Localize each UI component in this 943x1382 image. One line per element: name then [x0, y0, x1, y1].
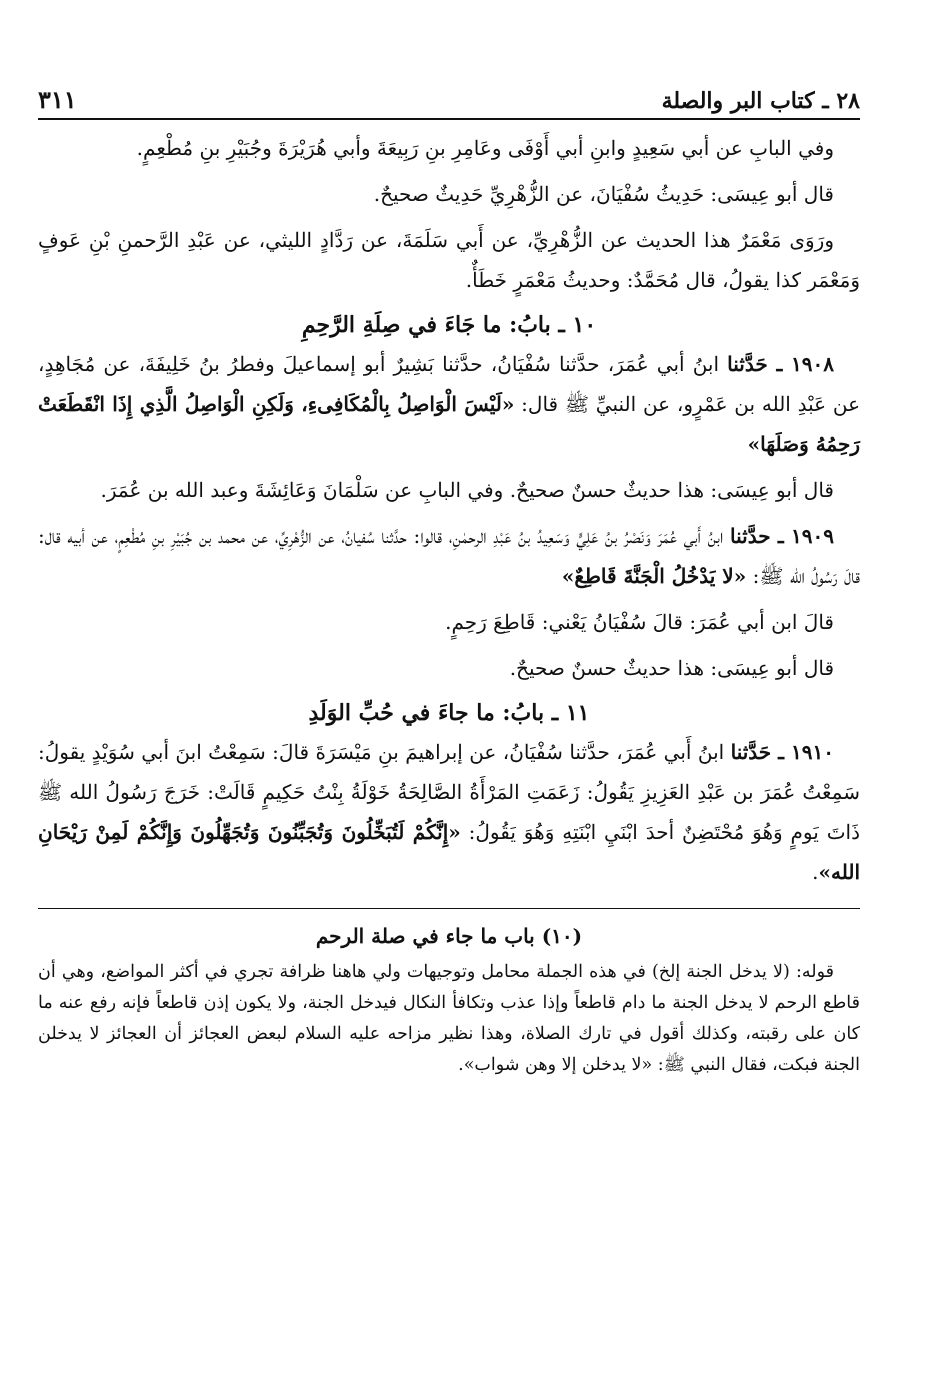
hadith-text: ابنُ أَبي عُمَرَ وَنَصْرُ بنُ عَلِيٍّ وَسَعِيدُ بنُ عَبْدِ الرحمٰنِ، قالوا: حدَّثنا سُفيانُ، عن الزُّهْرِيِّ، عن محمد بن جُبَيْرِ بنِ مُطْعِمٍ، عن أبيه قال: قالَ رَسُولُ الله ﷺ: [38, 524, 860, 588]
footnote-title: (١٠) باب ما جاء في صلة الرحم [315, 924, 583, 948]
paragraph: ورَوَى مَعْمَرٌ هذا الحديث عن الزُّهْرِيِّ، عن أَبي سَلَمَةَ، عن رَدَّادٍ الليثي، عن عَبْدِ الرَّحمنِ بْنِ عَوفٍ وَمَعْمَر كذا يقولُ، قال مُحَمَّدٌ: وحديثُ مَعْمَرٍ خَطَأٌ. [38, 228, 860, 292]
commentary: قالَ ابن أبي عُمَرَ: قالَ سُفْيَانُ يَعْني: قَاطِعَ رَحِمٍ. [445, 610, 834, 634]
footnote-text: قوله: (لا يدخل الجنة إلخ) في هذه الجملة محامل وتوجيهات ولي هاهنا ظرافة تجري في أكثر المواضع، وهي أن قاطع الرحم لا يدخل الجنة ما دام قاطعاً وإذا عذب وتكافأ النكال فيدخل الجنة، ولا يكون إذن قاطعاً فإنه رفع عنه ما كان على رقبته، وكذلك أقول في تارك الصلاة، وهذا نظير مزاحه عليه السلام لبعض العجائز أن العجائز لا يدخلن الجنة فبكت، فقال النبي ﷺ: «لا يدخلن إلا وهن شواب». [38, 962, 860, 1075]
hadith-1910 [38, 732, 860, 892]
page-header [38, 78, 860, 120]
book-page [38, 78, 860, 1081]
commentary: قال أبو عِيسَى: هذا حديثٌ حسنٌ صحيحٌ. [509, 656, 834, 680]
running-title: ٢٨ ـ كتاب البر والصلة [661, 88, 860, 114]
commentary: قال أبو عِيسَى: هذا حديثٌ حسنٌ صحيحٌ. وفي البابِ عن سَلْمَانَ وَعَائِشَةَ وعبد الله بن عُمَرَ. [100, 478, 834, 502]
chapter-heading-11: ١١ ـ بابُ: ما جاءَ في حُبِّ الوَلَدِ [308, 700, 590, 726]
hadith-quote: «إِنَّكُمْ لَتُبَخِّلُونَ وَتُجَبِّنُونَ وَتُجَهِّلُونَ وَإِنَّكُمْ لَمِنْ رَيْحَانِ الله» [38, 820, 860, 884]
hadith-quote: «لا يَدْخُلُ الْجَنَّةَ قَاطِعٌ» [561, 564, 747, 588]
paragraph: وفي البابِ عن أبي سَعِيدٍ وابنِ أبي أَوْفَى وعَامِرِ بنِ رَبِيعَةَ وأبي هُرَيْرَةَ وجُبَيْرِ بنِ مُطْعِمٍ. [136, 136, 834, 160]
hadith-end: . [812, 860, 819, 884]
footnote-divider [38, 908, 860, 909]
footnotes [38, 919, 860, 1081]
hadith-quote: «لَيْسَ الْوَاصِلُ بِالْمُكَافِىءِ، وَلَكِنِ الْوَاصِلُ الَّذِي إِذَا انْقَطَعَتْ رَحِمُهُ وَصَلَهَا» [38, 392, 860, 456]
hadith-number: ١٩١٠ ـ حَدَّثنا [730, 740, 835, 764]
chapter-heading-10: ١٠ ـ بابُ: ما جَاءَ في صِلَةِ الرَّحِمِ [301, 312, 597, 338]
hadith-1908 [38, 344, 860, 464]
hadith-number: ١٩٠٩ ـ حدَّثنا [730, 524, 834, 548]
hadith-number: ١٩٠٨ ـ حَدَّثنا [727, 352, 834, 376]
hadith-text: ابنُ أَبي عُمَرَ، حدَّثنا سُفْيَانُ، عن إبراهيمَ بنِ مَيْسَرَةَ قالَ: سَمِعْتُ ابنَ أبي سُوَيْدٍ يقولُ: سَمِعْتُ عُمَرَ بن عَبْدِ العَزِيزِ يَقُولُ: زَعَمَتِ المَرْأَةُ الصَّالِحَةُ خَوْلَةُ بِنْتُ حَكِيمٍ قَالَتْ: خَرَجَ رَسُولُ الله ﷺ ذَاتَ يَومٍ وَهُوَ مُحْتَضِنٌ أحدَ ابْنَيِ ابْنَتِهِ وَهُوَ يَقُولُ: [38, 740, 860, 844]
hadith-1909 [38, 516, 860, 596]
hadith-text: ابنُ أبي عُمَرَ، حدَّثنا سُفْيَانُ، حدَّثنا بَشِيرٌ أبو إسماعيلَ وفطرُ بنُ خَلِيفَةَ، عن مُجَاهِدٍ، عن عَبْدِ الله بن عَمْرٍو، عن النبيِّ ﷺ قال: [38, 352, 861, 416]
page-number: ٣١١ [38, 85, 77, 114]
main-text [38, 128, 860, 892]
paragraph: قال أبو عِيسَى: حَدِيثُ سُفْيَانَ، عن الزُّهْرِيِّ حَدِيثٌ صحيحٌ. [373, 182, 834, 206]
